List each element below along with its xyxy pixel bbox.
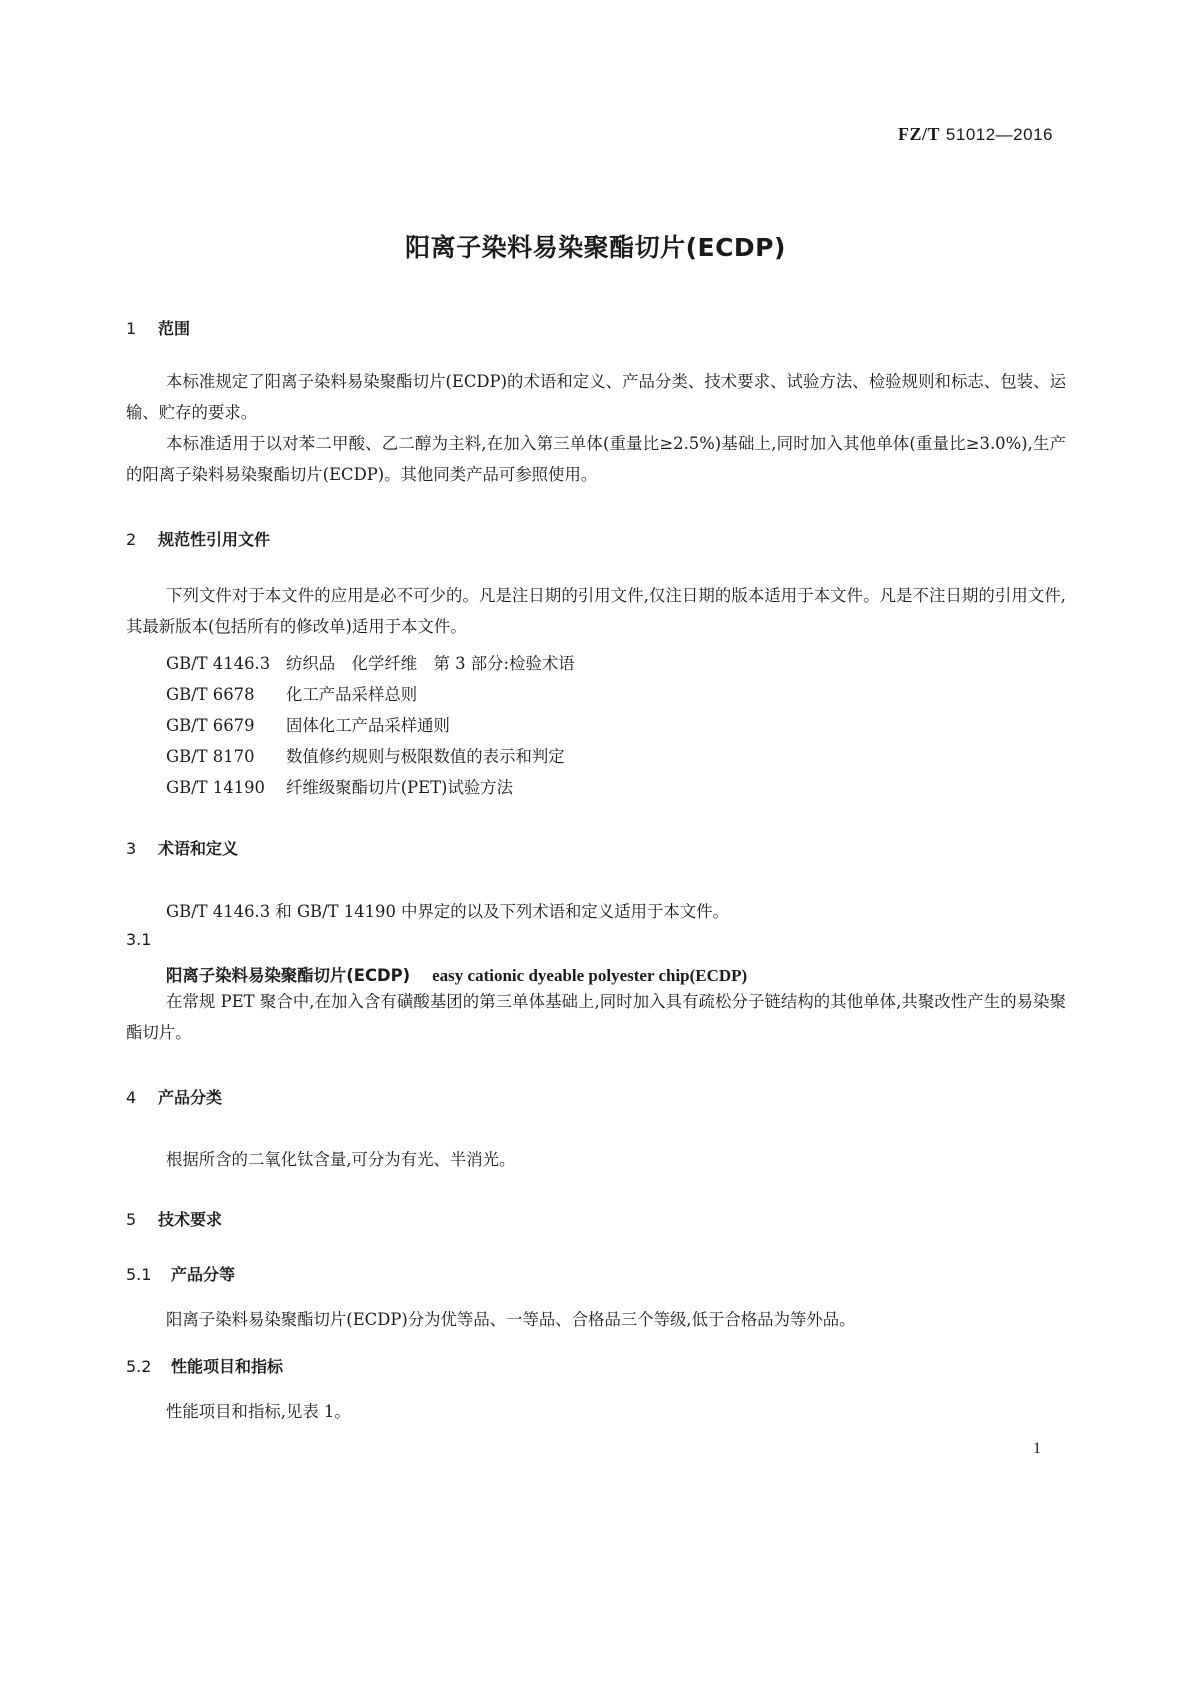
standard-code <box>898 124 1053 145</box>
term-definition: 在常规 PET 聚合中,在加入含有磺酸基团的第三单体基础上,同时加入具有疏松分子链结构的其他单体,共聚改性产生的易染聚酯切片。 <box>126 992 1066 1042</box>
paragraph: GB/T 4146.3 和 GB/T 14190 中界定的以及下列术语和定义适用于本文件。 <box>166 902 729 921</box>
reference-item: GB/T 4146.3 纺织品 化学纤维 第 3 部分:检验术语 <box>166 654 575 673</box>
reference-item: GB/T 14190 纤维级聚酯切片(PET)试验方法 <box>166 778 514 797</box>
subsection-heading-5-2: 5.2 性能项目和指标 <box>126 1357 284 1376</box>
document-title: 阳离子染料易染聚酯切片(ECDP) <box>405 233 786 262</box>
reference-item: GB/T 6679 固体化工产品采样通则 <box>166 716 450 735</box>
section-heading-4: 4 产品分类 <box>126 1088 223 1107</box>
section-heading-2: 2 规范性引用文件 <box>126 530 271 549</box>
paragraph: 阳离子染料易染聚酯切片(ECDP)分为优等品、一等品、合格品三个等级,低于合格品为等外品。 <box>166 1310 856 1329</box>
section-heading-1: 1 范围 <box>126 319 191 338</box>
paragraph: 本标准规定了阳离子染料易染聚酯切片(ECDP)的术语和定义、产品分类、技术要求、试验方法、检验规则和标志、包装、运输、贮存的要求。 <box>126 372 1066 422</box>
standard-prefix: FZ/T <box>897 124 940 144</box>
term-heading: 阳离子染料易染聚酯切片(ECDP) easy cationic dyeable polyester chip(ECDP) <box>166 966 748 985</box>
reference-item: GB/T 8170 数值修约规则与极限数值的表示和判定 <box>166 747 565 766</box>
paragraph: 性能项目和指标,见表 1。 <box>166 1402 351 1421</box>
term-number: 3.1 <box>126 930 152 949</box>
reference-item: GB/T 6678 化工产品采样总则 <box>166 685 418 704</box>
page-number: 1 <box>1033 1440 1041 1457</box>
paragraph: 本标准适用于以对苯二甲酸、乙二醇为主料,在加入第三单体(重量比≥2.5%)基础上,同时加入其他单体(重量比≥3.0%),生产的阳离子染料易染聚酯切片(ECDP)。其他同类产品可参照使用。 <box>126 434 1066 484</box>
subsection-heading-5-1: 5.1 产品分等 <box>126 1265 236 1284</box>
paragraph: 根据所含的二氧化钛含量,可分为有光、半消光。 <box>166 1150 516 1169</box>
section-heading-5: 5 技术要求 <box>126 1210 223 1229</box>
section-heading-3: 3 术语和定义 <box>126 839 239 858</box>
standard-number: 51012—2016 <box>945 125 1053 144</box>
paragraph: 下列文件对于本文件的应用是必不可少的。凡是注日期的引用文件,仅注日期的版本适用于本文件。凡是不注日期的引用文件,其最新版本(包括所有的修改单)适用于本文件。 <box>126 586 1066 636</box>
